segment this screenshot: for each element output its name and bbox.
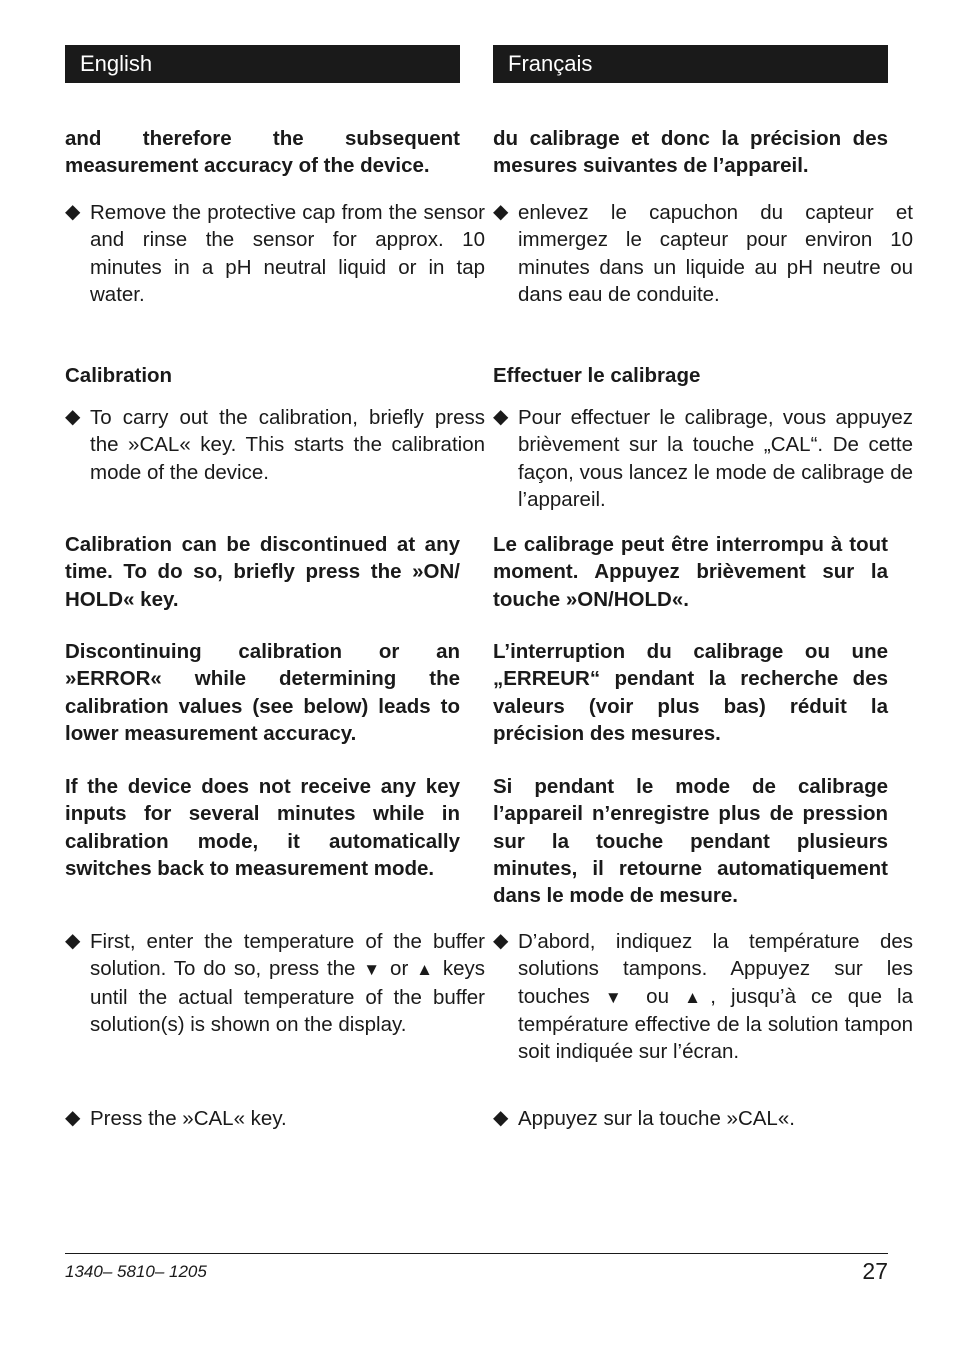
down-arrow-icon: ▼ bbox=[363, 960, 383, 980]
en-paragraph-error: Discontinuing calibration or an »ERROR« while determining the calibration values (see below) leads to lower measurement accuracy. bbox=[65, 640, 460, 745]
fr-heading-calibration: Effectuer le calibrage bbox=[493, 364, 701, 387]
french-column bbox=[493, 45, 914, 1130]
bullet-diamond-icon: ◆ bbox=[493, 1107, 509, 1129]
up-arrow-icon: ▲ bbox=[416, 960, 436, 980]
bullet-diamond-icon: ◆ bbox=[65, 930, 81, 952]
en-continuation-paragraph: and therefore the subsequent measurement accuracy of the device. bbox=[65, 127, 460, 178]
en-bullet-text-c: keys until the actual temperature of the buffer solution(s) is shown on the display. bbox=[90, 957, 486, 1036]
fr-bullet-temperature bbox=[493, 928, 913, 1065]
fr-bullet-press-cal bbox=[493, 1105, 913, 1132]
en-bullet-remove-cap bbox=[65, 199, 485, 308]
en-paragraph-timeout: If the device does not receive any key inputs for several minutes while in calibration mode, it automatically switches back to measurement mode. bbox=[65, 775, 460, 880]
document-code: 1340– 5810– 1205 bbox=[65, 1262, 207, 1281]
footer-divider bbox=[65, 1253, 888, 1254]
fr-bullet-text: enlevez le capuchon du capteur et immergez le capteur pour environ 10 minutes dans un liquide au pH neutre ou dans eau de conduite. bbox=[518, 201, 913, 306]
en-bullet-text: Remove the protective cap from the sensor and rinse the sensor for approx. 10 minutes in a pH neutral liquid or in tap water. bbox=[90, 201, 485, 306]
down-arrow-icon: ▼ bbox=[604, 987, 632, 1007]
bullet-diamond-icon: ◆ bbox=[493, 930, 509, 952]
bullet-diamond-icon: ◆ bbox=[493, 406, 509, 428]
english-header: English bbox=[65, 45, 460, 83]
fr-bullet-text-a: D’abord, indiquez la température des solutions tampons. Appuyez sur les touches bbox=[518, 930, 913, 1008]
up-arrow-icon: ▲ bbox=[684, 987, 711, 1007]
french-header: Français bbox=[493, 45, 888, 83]
fr-bullet-cal-key bbox=[493, 404, 913, 513]
english-column bbox=[65, 45, 486, 1130]
bullet-diamond-icon: ◆ bbox=[65, 1107, 81, 1129]
fr-bullet-text: Appuyez sur la touche »CAL«. bbox=[518, 1107, 795, 1130]
en-bullet-text-b: or bbox=[390, 957, 409, 981]
en-bullet-text: Press the »CAL« key. bbox=[90, 1107, 287, 1130]
en-bullet-text: To carry out the calibration, briefly press the »CAL« key. This starts the calibration mode of the device. bbox=[90, 406, 485, 484]
en-bullet-temperature bbox=[65, 928, 485, 1038]
fr-bullet-text-b: ou bbox=[646, 984, 669, 1008]
en-bullet-text-a: First, enter the temperature of the buffer solution. To do so, press the bbox=[90, 930, 485, 981]
en-bullet-cal-key bbox=[65, 404, 485, 486]
fr-paragraph-discontinue: Le calibrage peut être interrompu à tout moment. Appuyez brièvement sur la touche »ON/HOLD«. bbox=[493, 533, 888, 611]
bullet-diamond-icon: ◆ bbox=[65, 406, 81, 428]
bullet-diamond-icon: ◆ bbox=[493, 201, 509, 223]
en-heading-calibration: Calibration bbox=[65, 364, 173, 387]
fr-bullet-text: Pour effectuer le calibrage, vous appuyez brièvement sur la touche „CAL“. De cette façon, vous lancez le mode de calibrage de l’appareil. bbox=[518, 406, 913, 511]
fr-paragraph-timeout: Si pendant le mode de calibrage l’appareil n’enregistre plus de pression sur la touche pendant plusieurs minutes, il retourne automatiquement dans le mode de mesure. bbox=[493, 775, 888, 908]
fr-continuation-paragraph: du calibrage et donc la précision des mesures suivantes de l’appareil. bbox=[493, 127, 888, 178]
page-number: 27 bbox=[862, 1258, 888, 1284]
en-paragraph-discontinue: Calibration can be discontinued at any time. To do so, briefly press the »ON/ HOLD« key. bbox=[65, 533, 460, 611]
fr-bullet-remove-cap bbox=[493, 199, 913, 308]
fr-paragraph-error: L’interruption du calibrage ou une „ERREUR“ pendant la recherche des valeurs (voir plus bas) réduit la précision des mesures. bbox=[493, 640, 888, 745]
en-bullet-press-cal bbox=[65, 1105, 485, 1132]
fr-bullet-text-c: , jusqu’à ce que la température effective de la solution tampon soit indiquée sur l’écran. bbox=[518, 984, 914, 1064]
bullet-diamond-icon: ◆ bbox=[65, 201, 81, 223]
